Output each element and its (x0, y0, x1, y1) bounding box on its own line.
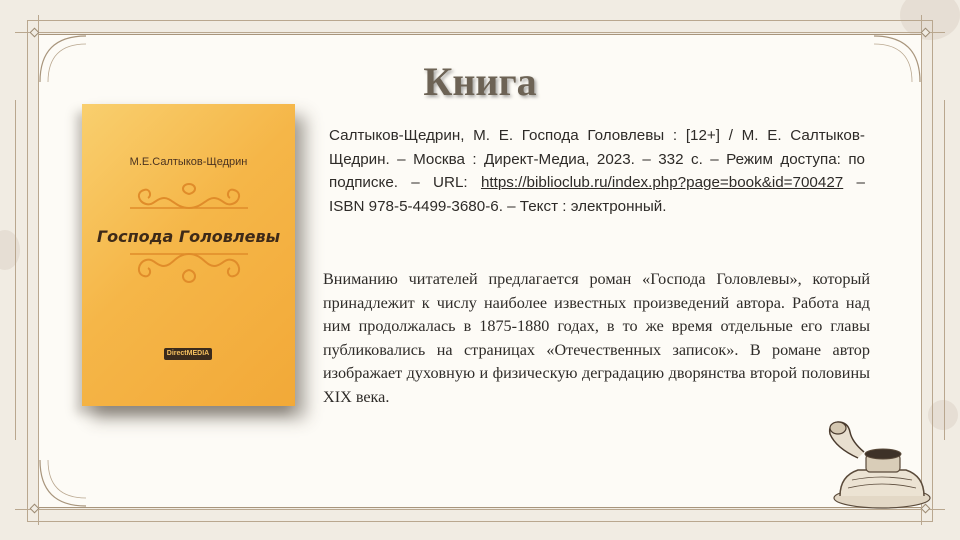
frame-rail (15, 100, 16, 440)
ornament-icon (126, 180, 252, 210)
corner-scroll-icon (38, 458, 88, 508)
publisher-logo: DirectMEDIA (164, 348, 212, 360)
background-stain (0, 230, 20, 270)
frame-rail (944, 100, 945, 440)
frame-rail (15, 32, 945, 33)
book-cover-author: М.Е.Салтыков-Щедрин (129, 156, 248, 168)
slide-title: Книга (423, 59, 537, 104)
frame-rail (15, 509, 945, 510)
bibliographic-citation (329, 124, 865, 218)
inkwell-icon (818, 418, 936, 514)
citation-url-link[interactable]: https://biblioclub.ru/index.php?page=book&id=700427 (480, 174, 844, 191)
book-cover-title: Господа Головлевы (96, 227, 281, 246)
citation-text: Салтыков-Щедрин, М. Е. Господа Головлевы : [12+] / М. Е. Салтыков-Щедрин. – Москва : Директ-Медиа, 2023. – 332 с. – Режим доступа: по подписке. – URL: (329, 127, 865, 191)
ornament-icon (126, 252, 252, 286)
book-description: Вниманию читателей предлагается роман «Господа Головлевы», который принадлежит к числу наиболее известных произведений автора. Работа над ним продолжалась в 1875-1880 годах, в то же время отдельные его главы публиковались на страницах «Отечественных записок». В романе автор изображает духовную и физическую деградацию дворянства второй половины XIX века. (323, 270, 870, 406)
citation-text-end: – ISBN 978-5-4499-3680-6. – Текст : электронный. (329, 174, 865, 215)
book-cover (82, 104, 295, 406)
